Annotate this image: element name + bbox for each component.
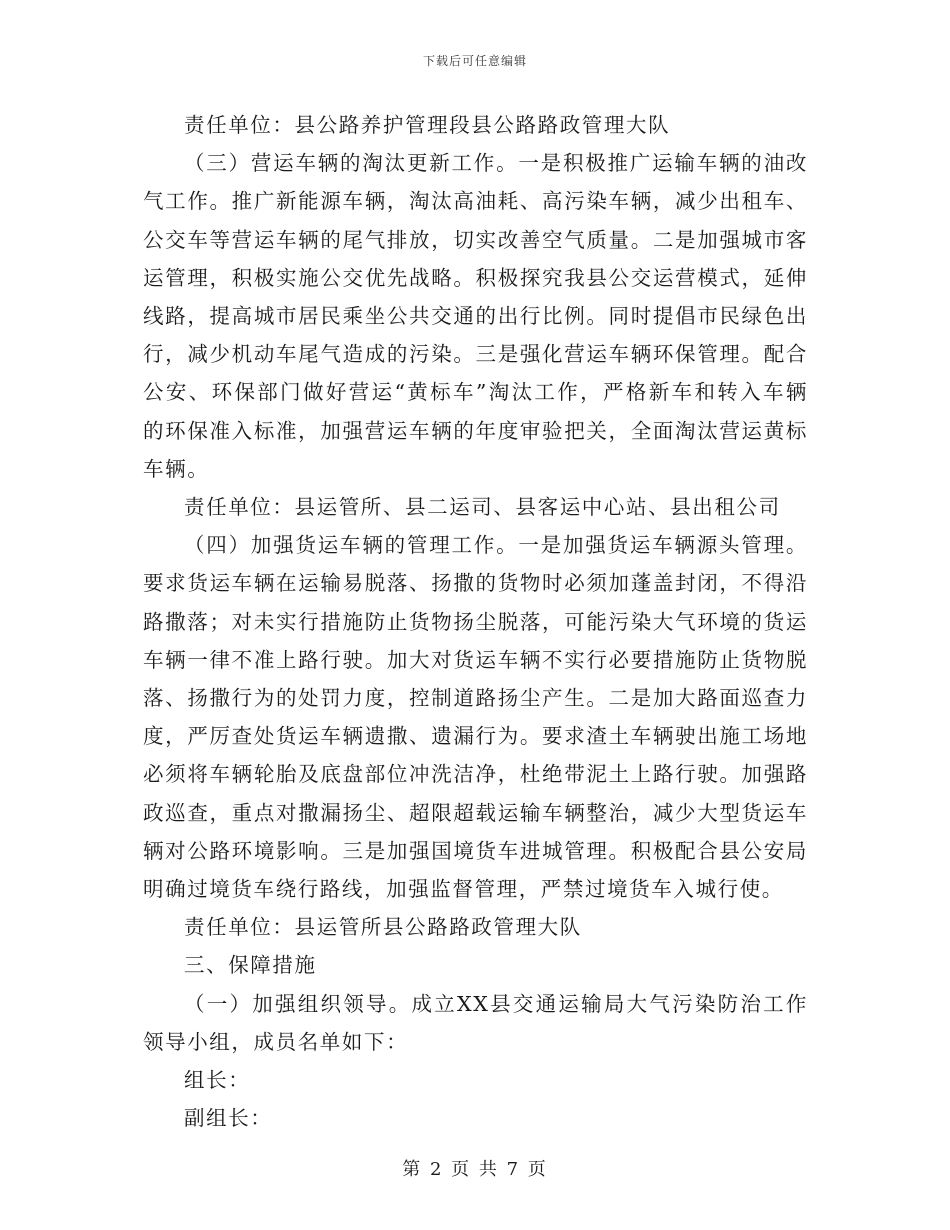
section-1-organization: （一）加强组织领导。成立XX县交通运输局大气污染防治工作领导小组，成员名单如下：: [143, 991, 808, 1054]
responsibility-line-2: 责任单位：县运管所、县二运司、县客运中心站、县出租公司: [184, 495, 781, 520]
page-number: 第 2 页 共 7 页: [402, 1159, 548, 1180]
heading-safeguard-measures: 三、保障措施: [184, 953, 317, 978]
section-4-freight-management: （四）加强货运车辆的管理工作。一是加强货运车辆源头管理。要求货运车辆在运输易脱落、扬撒的货物时必须加蓬盖封闭，不得沿路撒落；对未实行措施防止货物扬尘脱落，可能污染大气环境的货运车辆一律不准上路行驶。加大对货运车辆不实行必要措施防止货物脱落、扬撒行为的处罚力度，控制道路扬尘产生。二是加大路面巡查力度，严厉查处货运车辆遗撒、遗漏行为。要求渣土车辆驶出施工场地必须将车辆轮胎及底盘部位冲洗洁净，杜绝带泥土上路行驶。加强路政巡查，重点对撒漏扬尘、超限超载运输车辆整治，减少大型货运车辆对公路环境影响。三是加强国境货车进城管理。积极配合县公安局明确过境货车绕行路线，加强监督管理，严禁过境货车入城行使。: [143, 533, 808, 902]
responsibility-line-1: 责任单位：县公路养护管理段县公路路政管理大队: [184, 113, 671, 137]
deputy-group-leader-line: 副组长：: [184, 1106, 273, 1131]
responsibility-line-3: 责任单位：县运管所县公路路政管理大队: [184, 915, 582, 940]
page-header: 下载后可任意编辑: [422, 54, 527, 68]
section-3-vehicle-renewal: （三）营运车辆的淘汰更新工作。一是积极推广运输车辆的油改气工作。推广新能源车辆，淘汰高油耗、高污染车辆，减少出租车、公交车等营运车辆的尾气排放，切实改善空气质量。二是加强城市客运管理，积极实施公交优先战略。积极探究我县公交运营模式，延伸线路，提高城市居民乘坐公共交通的出行比例。同时提倡市民绿色出行，减少机动车尾气造成的污染。三是强化营运车辆环保管理。配合公安、环保部门做好营运“黄标车”淘汰工作，严格新车和转入车辆的环保准入标准，加强营运车辆的年度审验把关，全面淘汰营运黄标车辆。: [143, 151, 808, 481]
document-body: [143, 106, 808, 1137]
group-leader-line: 组长：: [184, 1068, 251, 1093]
